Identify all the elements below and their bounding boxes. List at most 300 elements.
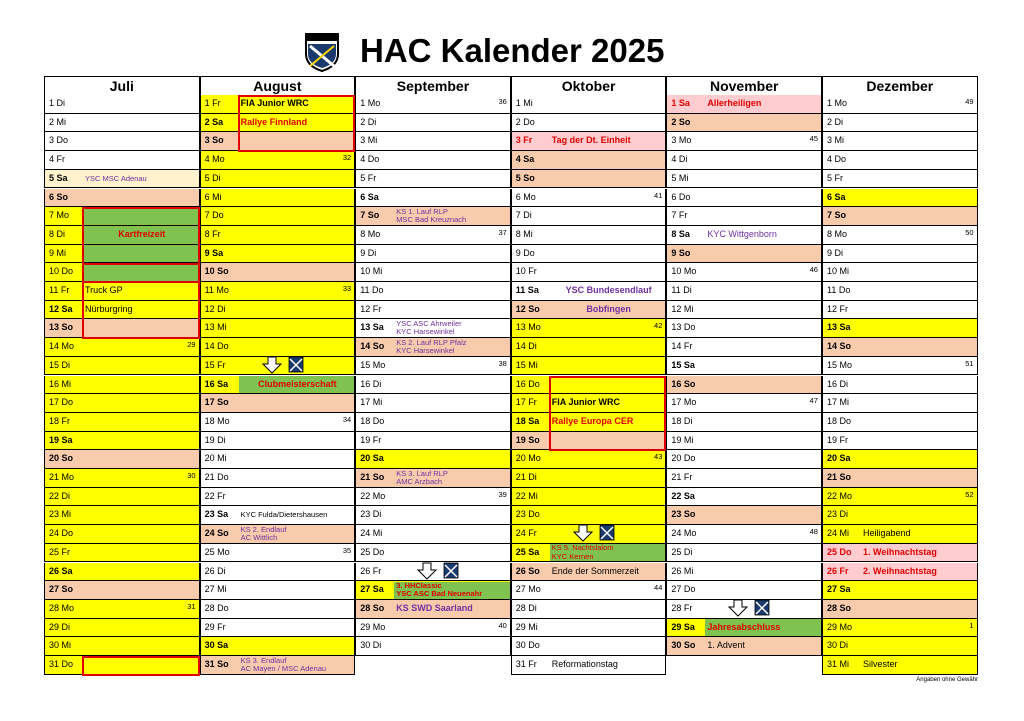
day-label: 29 Mo — [827, 621, 853, 632]
day-label: 21 So — [827, 472, 852, 482]
day-label: 22 Mo — [360, 490, 386, 501]
day-label: 30 So — [671, 640, 696, 651]
event-text: 1. Weihnachtstag — [863, 546, 937, 557]
day-label: 26 Mi — [671, 565, 694, 576]
day-row — [511, 319, 667, 338]
day-label: 3 Mi — [360, 135, 378, 146]
day-row — [666, 226, 822, 245]
day-label: 9 Do — [515, 247, 535, 258]
event-label — [550, 544, 666, 562]
day-row — [200, 132, 356, 151]
day-label: 16 Di — [827, 378, 849, 389]
day-label: 18 Sa — [515, 415, 540, 426]
week-number: 36 — [498, 97, 507, 106]
day-label: 6 Sa — [827, 191, 846, 202]
day-row — [666, 245, 822, 264]
day-label: 21 Mo — [49, 472, 75, 482]
day-label: 28 Mo — [49, 602, 75, 613]
day-label: 8 Di — [49, 228, 66, 239]
day-row — [666, 506, 822, 525]
day-row — [511, 563, 667, 582]
event-text: FIA Junior WRC — [240, 98, 309, 108]
day-row — [44, 637, 200, 656]
day-row — [355, 151, 511, 170]
month-column-november — [666, 76, 822, 676]
day-row — [511, 282, 667, 301]
day-row — [44, 245, 200, 264]
event-label — [239, 657, 355, 675]
day-label: 19 Mi — [671, 434, 694, 445]
day-row — [44, 95, 200, 114]
day-row — [822, 245, 978, 264]
event-label — [239, 114, 355, 132]
day-label: 29 Mo — [360, 621, 386, 632]
event-text: Jahresabschluss — [707, 621, 781, 632]
day-row — [200, 563, 356, 582]
day-row — [200, 245, 356, 264]
day-label: 26 Sa — [49, 565, 73, 576]
day-row — [511, 357, 667, 376]
event-text: KYC Harsewinkel — [396, 327, 455, 337]
day-label: 5 Di — [204, 172, 221, 183]
day-label: 14 So — [827, 341, 852, 352]
down-arrow-icon — [573, 524, 617, 542]
day-row — [44, 600, 200, 619]
day-row — [822, 656, 978, 675]
calendar-grid — [44, 76, 978, 676]
event-label — [861, 563, 977, 581]
event-label — [239, 95, 355, 113]
day-label: 17 Do — [49, 397, 74, 408]
day-label: 12 So — [515, 303, 540, 314]
day-row — [666, 394, 822, 413]
day-label: 13 Mi — [204, 322, 227, 333]
day-label: 30 Mi — [49, 640, 72, 651]
day-label: 24 Mo — [671, 528, 697, 539]
day-label: 15 Fr — [204, 359, 226, 370]
event-text: AC Mayen / MSC Adenau — [240, 664, 327, 673]
day-row — [200, 656, 356, 675]
day-label: 23 Mi — [49, 509, 72, 520]
day-row — [44, 170, 200, 189]
event-label — [705, 637, 821, 655]
event-text: Bobfingen — [586, 303, 631, 314]
day-label: 25 Fr — [49, 546, 71, 557]
event-text: Allerheiligen — [707, 98, 762, 108]
day-row — [822, 506, 978, 525]
month-header: August — [200, 76, 356, 96]
day-row — [44, 151, 200, 170]
event-text: Truck GP — [85, 285, 123, 295]
event-text: AC Wittlich — [240, 533, 278, 543]
day-label: 29 Fr — [204, 621, 226, 632]
day-label: 20 Sa — [360, 453, 384, 464]
event-text: KS 5. Nachtslalom — [551, 543, 614, 553]
day-label: 19 Fr — [360, 434, 382, 445]
day-row — [44, 619, 200, 638]
day-row — [822, 189, 978, 208]
event-label — [83, 245, 199, 263]
event-label — [239, 376, 355, 394]
month-header: November — [666, 76, 822, 96]
day-label: 31 Mi — [827, 659, 850, 669]
day-label: 29 Di — [49, 621, 71, 632]
day-row — [200, 488, 356, 507]
day-row — [355, 450, 511, 469]
day-label: 4 Mo — [204, 154, 225, 165]
day-row — [822, 95, 978, 114]
day-row — [200, 301, 356, 320]
day-label: 28 Fr — [671, 602, 693, 613]
event-label — [550, 413, 666, 431]
day-label: 4 Di — [671, 154, 688, 165]
week-number: 50 — [965, 227, 974, 237]
page-title: HAC Kalender 2025 — [360, 32, 665, 69]
day-label: 20 Mo — [515, 453, 541, 464]
event-text: YSC MSC Adenau — [85, 173, 147, 183]
day-row — [355, 282, 511, 301]
day-row — [355, 170, 511, 189]
day-label: 30 Sa — [204, 640, 229, 651]
day-label: 12 Fr — [827, 303, 849, 314]
day-label: 5 So — [515, 172, 535, 183]
day-label: 3 Fr — [515, 135, 533, 146]
event-label — [861, 525, 977, 543]
day-row — [355, 301, 511, 320]
day-row — [511, 301, 667, 320]
day-row — [44, 656, 200, 675]
day-label: 28 So — [827, 602, 852, 613]
day-row — [44, 319, 200, 338]
day-label: 23 So — [671, 509, 696, 520]
event-label — [239, 506, 355, 524]
day-row — [511, 114, 667, 133]
day-label: 6 Sa — [360, 191, 379, 202]
day-label: 10 So — [204, 266, 229, 277]
day-label: 12 Di — [204, 303, 226, 314]
day-row — [822, 394, 978, 413]
week-number: 48 — [809, 527, 818, 537]
day-row — [355, 506, 511, 525]
day-label: 8 Sa — [671, 228, 690, 239]
month-header: Dezember — [822, 76, 978, 96]
event-label — [705, 619, 821, 637]
day-row — [666, 357, 822, 376]
day-label: 27 Sa — [827, 584, 851, 595]
day-label: 25 Do — [827, 546, 852, 557]
day-label: 5 Fr — [360, 172, 377, 183]
day-row — [511, 432, 667, 451]
day-row — [511, 413, 667, 432]
day-label: 13 Sa — [360, 322, 384, 333]
day-row — [511, 226, 667, 245]
day-label: 15 Mo — [360, 359, 386, 370]
day-row — [355, 95, 511, 114]
day-row — [822, 432, 978, 451]
day-row — [666, 114, 822, 133]
day-row — [822, 376, 978, 395]
day-row — [200, 450, 356, 469]
day-row — [200, 319, 356, 338]
month-header: Juli — [44, 76, 200, 96]
day-label: 3 Mo — [671, 135, 692, 146]
day-label: 12 Mi — [671, 303, 694, 314]
event-text: YSC ASC Bad Neuenahr — [396, 589, 483, 599]
day-row — [822, 581, 978, 600]
day-row — [44, 338, 200, 357]
event-text: KYC Kernen — [551, 551, 594, 561]
day-row — [822, 263, 978, 282]
day-row — [200, 282, 356, 301]
day-row — [200, 338, 356, 357]
day-row — [44, 563, 200, 582]
day-label: 20 So — [49, 453, 74, 464]
event-label — [83, 263, 199, 281]
day-label: 23 Do — [515, 509, 540, 520]
day-label: 18 Di — [671, 415, 693, 426]
event-label — [394, 208, 510, 226]
event-text: AMC Arzbach — [396, 477, 443, 486]
event-label — [83, 207, 199, 225]
day-row — [822, 170, 978, 189]
event-text: KYC Fulda/Dietershausen — [240, 510, 328, 520]
day-row — [200, 207, 356, 226]
day-label: 23 Di — [827, 509, 849, 520]
week-number: 31 — [187, 601, 196, 611]
event-label — [550, 282, 666, 300]
day-label: 18 Fr — [49, 415, 71, 426]
day-label: 11 Sa — [515, 285, 539, 295]
week-number: 49 — [965, 97, 974, 106]
day-row — [355, 319, 511, 338]
day-label: 1 Mi — [515, 98, 533, 108]
day-label: 4 Do — [827, 154, 847, 165]
day-label: 10 Do — [49, 266, 74, 277]
day-label: 22 Sa — [671, 490, 695, 501]
day-row — [44, 114, 200, 133]
day-label: 19 Di — [204, 434, 226, 445]
day-row — [355, 189, 511, 208]
week-number: 1 — [969, 620, 974, 630]
day-row — [666, 132, 822, 151]
event-label — [550, 656, 666, 674]
day-row — [355, 581, 511, 600]
day-row — [44, 301, 200, 320]
day-label: 31 So — [204, 659, 229, 669]
event-label — [705, 226, 821, 244]
day-row — [44, 450, 200, 469]
day-label: 14 Do — [204, 341, 229, 352]
day-row — [355, 394, 511, 413]
day-label: 3 Mi — [827, 135, 845, 146]
day-label: 9 Sa — [204, 247, 224, 258]
day-row — [822, 319, 978, 338]
day-label: 2 Di — [360, 116, 377, 127]
day-label: 17 Mi — [827, 397, 850, 408]
day-label: 14 So — [360, 341, 385, 352]
event-text: Reformationstag — [551, 659, 618, 669]
day-label: 3 Do — [49, 135, 69, 146]
day-row — [822, 525, 978, 544]
day-label: 7 Do — [204, 210, 224, 221]
day-label: 28 So — [360, 602, 385, 613]
day-row — [355, 207, 511, 226]
day-row — [44, 282, 200, 301]
day-row — [511, 656, 667, 675]
month-column-september — [355, 76, 511, 676]
day-row — [355, 226, 511, 245]
day-row — [200, 525, 356, 544]
week-number: 41 — [654, 190, 663, 200]
day-row — [355, 544, 511, 563]
event-text: Clubmeisterschaft — [258, 378, 337, 389]
day-row — [44, 376, 200, 395]
day-row — [200, 469, 356, 488]
day-row — [200, 95, 356, 114]
day-row — [200, 432, 356, 451]
event-text: MSC Bad Kreuznach — [396, 215, 467, 225]
day-label: 24 So — [204, 528, 229, 539]
day-label: 23 Di — [360, 509, 382, 520]
day-label: 17 Mo — [671, 397, 697, 408]
event-text: KS 2. Endlauf — [240, 525, 287, 534]
month-column-juli — [44, 76, 200, 676]
day-row — [511, 132, 667, 151]
event-text: KS 3. Lauf RLP — [396, 469, 448, 478]
day-row — [666, 319, 822, 338]
day-row — [355, 637, 511, 656]
day-label: 3 So — [204, 135, 224, 146]
event-text: Kartfreizeit — [118, 228, 166, 239]
day-row — [44, 413, 200, 432]
day-label: 7 So — [360, 210, 380, 221]
event-text: 2. Weihnachtstag — [863, 565, 937, 576]
day-row — [511, 394, 667, 413]
day-label: 15 Mi — [515, 359, 538, 370]
day-label: 25 Sa — [515, 546, 540, 557]
down-arrow-icon — [262, 356, 306, 374]
day-label: 12 Sa — [49, 303, 73, 314]
event-label — [394, 582, 510, 600]
day-row — [511, 263, 667, 282]
week-number: 44 — [654, 583, 663, 593]
day-label: 29 Mi — [515, 621, 538, 632]
day-label: 2 Do — [515, 116, 535, 127]
day-label: 1 Fr — [204, 98, 221, 108]
day-row — [666, 170, 822, 189]
day-row — [355, 245, 511, 264]
day-row — [200, 581, 356, 600]
day-row — [822, 114, 978, 133]
day-row — [822, 282, 978, 301]
event-label — [83, 282, 199, 300]
day-label: 18 Do — [360, 415, 385, 426]
event-text: KS 1. Lauf RLP — [396, 207, 448, 216]
day-row — [822, 488, 978, 507]
week-number: 40 — [498, 620, 507, 630]
day-label: 22 Mi — [515, 490, 538, 501]
day-label: 6 Mo — [515, 191, 536, 202]
day-label: 31 Fr — [515, 659, 537, 669]
day-row — [666, 338, 822, 357]
day-label: 31 Do — [49, 659, 74, 669]
day-row — [200, 151, 356, 170]
hac-club-crest-icon — [304, 32, 340, 72]
day-row — [511, 619, 667, 638]
day-row — [511, 469, 667, 488]
day-row — [355, 525, 511, 544]
day-row — [355, 132, 511, 151]
day-row — [44, 263, 200, 282]
day-row — [511, 151, 667, 170]
event-label — [550, 563, 666, 581]
day-row — [822, 619, 978, 638]
day-row — [666, 469, 822, 488]
day-label: 15 Di — [49, 359, 71, 370]
day-row — [666, 544, 822, 563]
day-row — [355, 619, 511, 638]
day-row — [44, 525, 200, 544]
day-row — [511, 170, 667, 189]
week-number: 34 — [342, 414, 352, 424]
day-row — [666, 207, 822, 226]
day-row — [355, 338, 511, 357]
day-label: 13 Sa — [827, 322, 851, 333]
day-label: 15 Mo — [827, 359, 853, 370]
day-row — [44, 207, 200, 226]
day-row — [355, 114, 511, 133]
day-row — [200, 394, 356, 413]
day-label: 24 Do — [49, 528, 74, 539]
day-row — [511, 544, 667, 563]
day-label: 15 Sa — [671, 359, 695, 370]
event-label — [83, 170, 199, 188]
day-row — [666, 450, 822, 469]
week-number: 32 — [342, 153, 352, 163]
day-label: 22 Mo — [827, 490, 853, 501]
day-row — [200, 114, 356, 133]
day-label: 14 Di — [515, 341, 537, 352]
day-label: 26 So — [515, 565, 540, 576]
day-label: 26 Fr — [827, 565, 849, 576]
day-label: 5 Sa — [49, 172, 68, 183]
event-text: Ende der Sommerzeit — [551, 565, 639, 576]
day-label: 1 Mo — [360, 98, 381, 108]
day-label: 21 Fr — [671, 472, 693, 482]
down-arrow-icon — [728, 599, 772, 617]
day-label: 24 Fr — [515, 528, 537, 539]
day-label: 27 So — [49, 584, 74, 595]
day-row — [355, 432, 511, 451]
day-row — [200, 376, 356, 395]
day-row — [200, 600, 356, 619]
day-row — [822, 544, 978, 563]
event-label — [83, 301, 199, 319]
day-row — [44, 394, 200, 413]
week-number: 52 — [965, 489, 974, 499]
day-label: 2 Mi — [49, 116, 67, 127]
day-row — [200, 619, 356, 638]
day-row — [511, 600, 667, 619]
week-number: 38 — [498, 358, 507, 368]
day-row — [511, 450, 667, 469]
day-label: 30 Di — [360, 640, 382, 651]
event-label — [550, 301, 666, 319]
day-row — [511, 506, 667, 525]
event-text: KS SWD Saarland — [396, 602, 473, 613]
day-row — [666, 263, 822, 282]
day-row — [44, 469, 200, 488]
